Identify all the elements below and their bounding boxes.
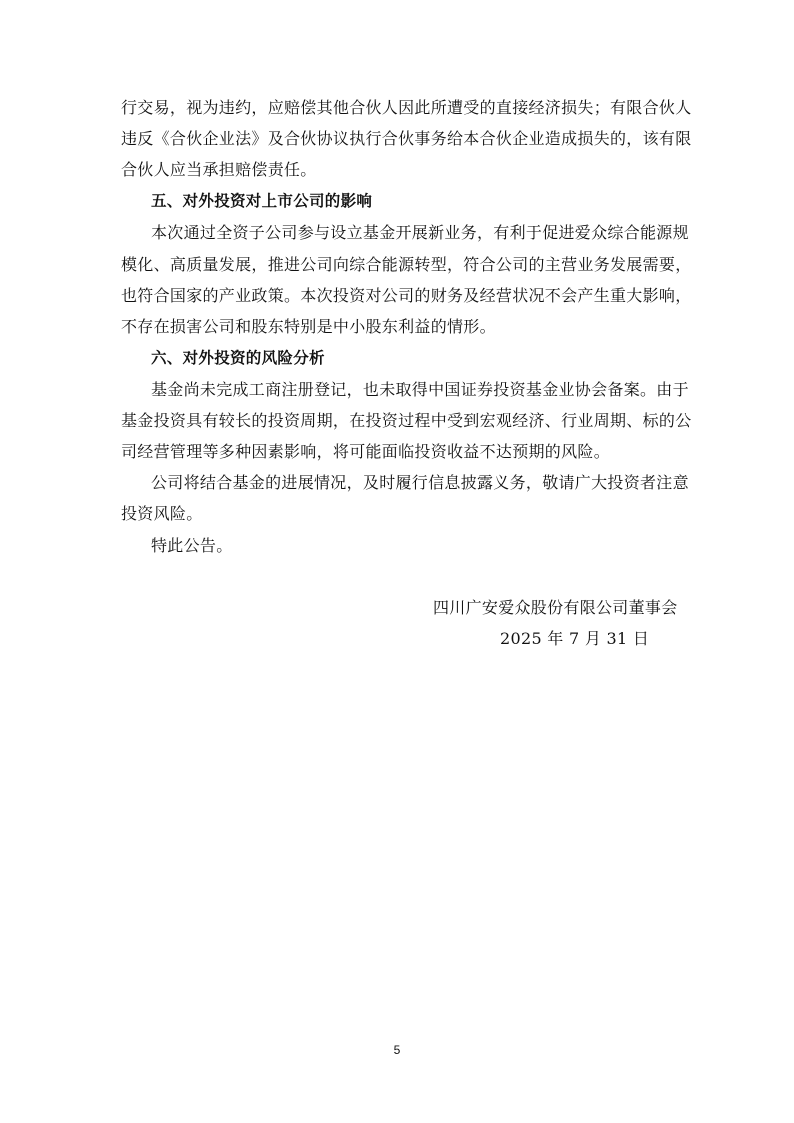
body-text-line: 不存在损害公司和股东特别是中小股东利益的情形。 bbox=[121, 317, 496, 336]
body-text-line: 行交易，视为违约，应赔偿其他合伙人因此所遭受的直接经济损失；有限合伙人 bbox=[121, 98, 692, 117]
page-number: 5 bbox=[393, 1043, 401, 1057]
body-text-line: 公司将结合基金的进展情况，及时履行信息披露义务，敬请广大投资者注意 bbox=[151, 473, 689, 492]
body-text-line: 模化、高质量发展，推进公司向综合能源转型，符合公司的主营业务发展需要， bbox=[121, 255, 692, 274]
body-text-line: 基金尚未完成工商注册登记，也未取得中国证券投资基金业协会备案。由于 bbox=[151, 380, 689, 399]
signature-date: 2025 年 7 月 31 日 bbox=[500, 629, 650, 648]
body-text-line: 投资风险。 bbox=[121, 504, 203, 523]
section-heading: 五、对外投资对上市公司的影响 bbox=[151, 192, 373, 210]
body-text-line: 也符合国家的产业政策。本次投资对公司的财务及经营状况不会产生重大影响， bbox=[121, 286, 692, 305]
body-text-line: 基金投资具有较长的投资周期，在投资过程中受到宏观经济、行业周期、标的公 bbox=[121, 411, 692, 430]
closing-text: 特此公告。 bbox=[151, 536, 233, 555]
body-text-line: 司经营管理等多种因素影响，将可能面临投资收益不达预期的风险。 bbox=[121, 442, 611, 461]
signature-company: 四川广安爱众股份有限公司董事会 bbox=[433, 598, 678, 617]
section-heading: 六、对外投资的风险分析 bbox=[151, 349, 325, 367]
body-text-line: 违反《合伙企业法》及合伙协议执行合伙事务给本合伙企业造成损失的，该有限 bbox=[121, 129, 692, 148]
body-text-line: 本次通过全资子公司参与设立基金开展新业务，有利于促进爱众综合能源规 bbox=[151, 223, 689, 242]
body-text-line: 合伙人应当承担赔偿责任。 bbox=[121, 160, 317, 179]
